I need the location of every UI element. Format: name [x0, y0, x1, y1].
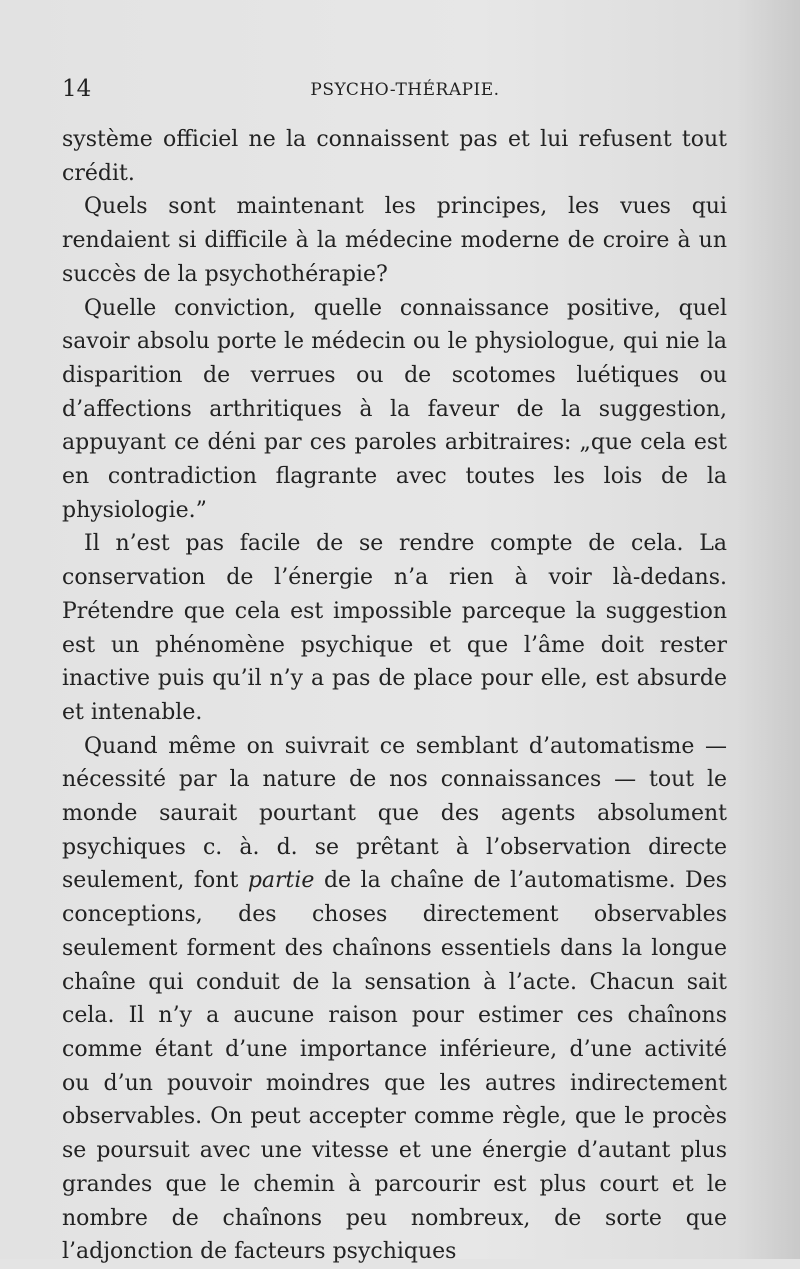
page-number: 14	[62, 76, 92, 102]
paragraph: Il n’est pas facile de se rendre compte de cela. La conservation de l’énergie n’a rien à voir là-dedans. Prétendre que cela est impossible parceque la suggestion est un phénomène psychique et que l’âme doit rester inactive puis qu’il n’y a pas de place pour elle, est absurde et intenable.	[62, 531, 727, 725]
paragraph-continuation: système officiel ne la connaissent pas et lui refusent tout crédit.	[62, 127, 727, 186]
running-title: PSYCHO-THÉRAPIE.	[310, 80, 500, 100]
paragraph	[62, 730, 727, 1269]
body-text	[62, 123, 727, 1269]
paragraph: Quelle conviction, quelle connaissance positive, quel savoir absolu porte le médecin ou le physiologue, qui nie la disparition de verrues ou de scotomes luétiques ou d’affections arthritiques à la faveur de la suggestion, appuyant ce déni par ces paroles arbitraires: „que cela est en contradiction flagrante avec toutes les lois de la physiologie.”	[62, 295, 727, 523]
page-header	[62, 72, 728, 108]
italic-word: partie	[247, 868, 315, 894]
paragraph-text-segment: de la chaîne de l’automatisme. Des conceptions, des choses directement observables seulement forment des chaînons essentiels dans la longue chaîne qui conduit de la sensation à l’acte. Chacun sait cela. Il n’y a aucune raison pour estimer ces chaînons comme étant d’une importance inférieure, d’une activité ou d’un pouvoir moindres que les autres indirectement observables. On peut accepter comme règle, que le procès se poursuit avec une vitesse et une énergie d’autant plus grandes que le chemin à parcourir est plus court et le nombre de chaînons peu nombreux, de sorte que l’adjonction de facteurs psychiques	[62, 868, 728, 1265]
paragraph: Quels sont maintenant les principes, les vues qui rendaient si difficile à la médecine moderne de croire à un succès de la psychothérapie?	[62, 194, 727, 287]
paragraph-text-segment: Quand même on suivrait ce semblant d’automatisme — nécessité par la nature de nos connaissances — tout le monde saurait pourtant que des agents absolument psychiques c. à. d. se prêtant à l’observation directe seulement, font	[62, 733, 727, 894]
